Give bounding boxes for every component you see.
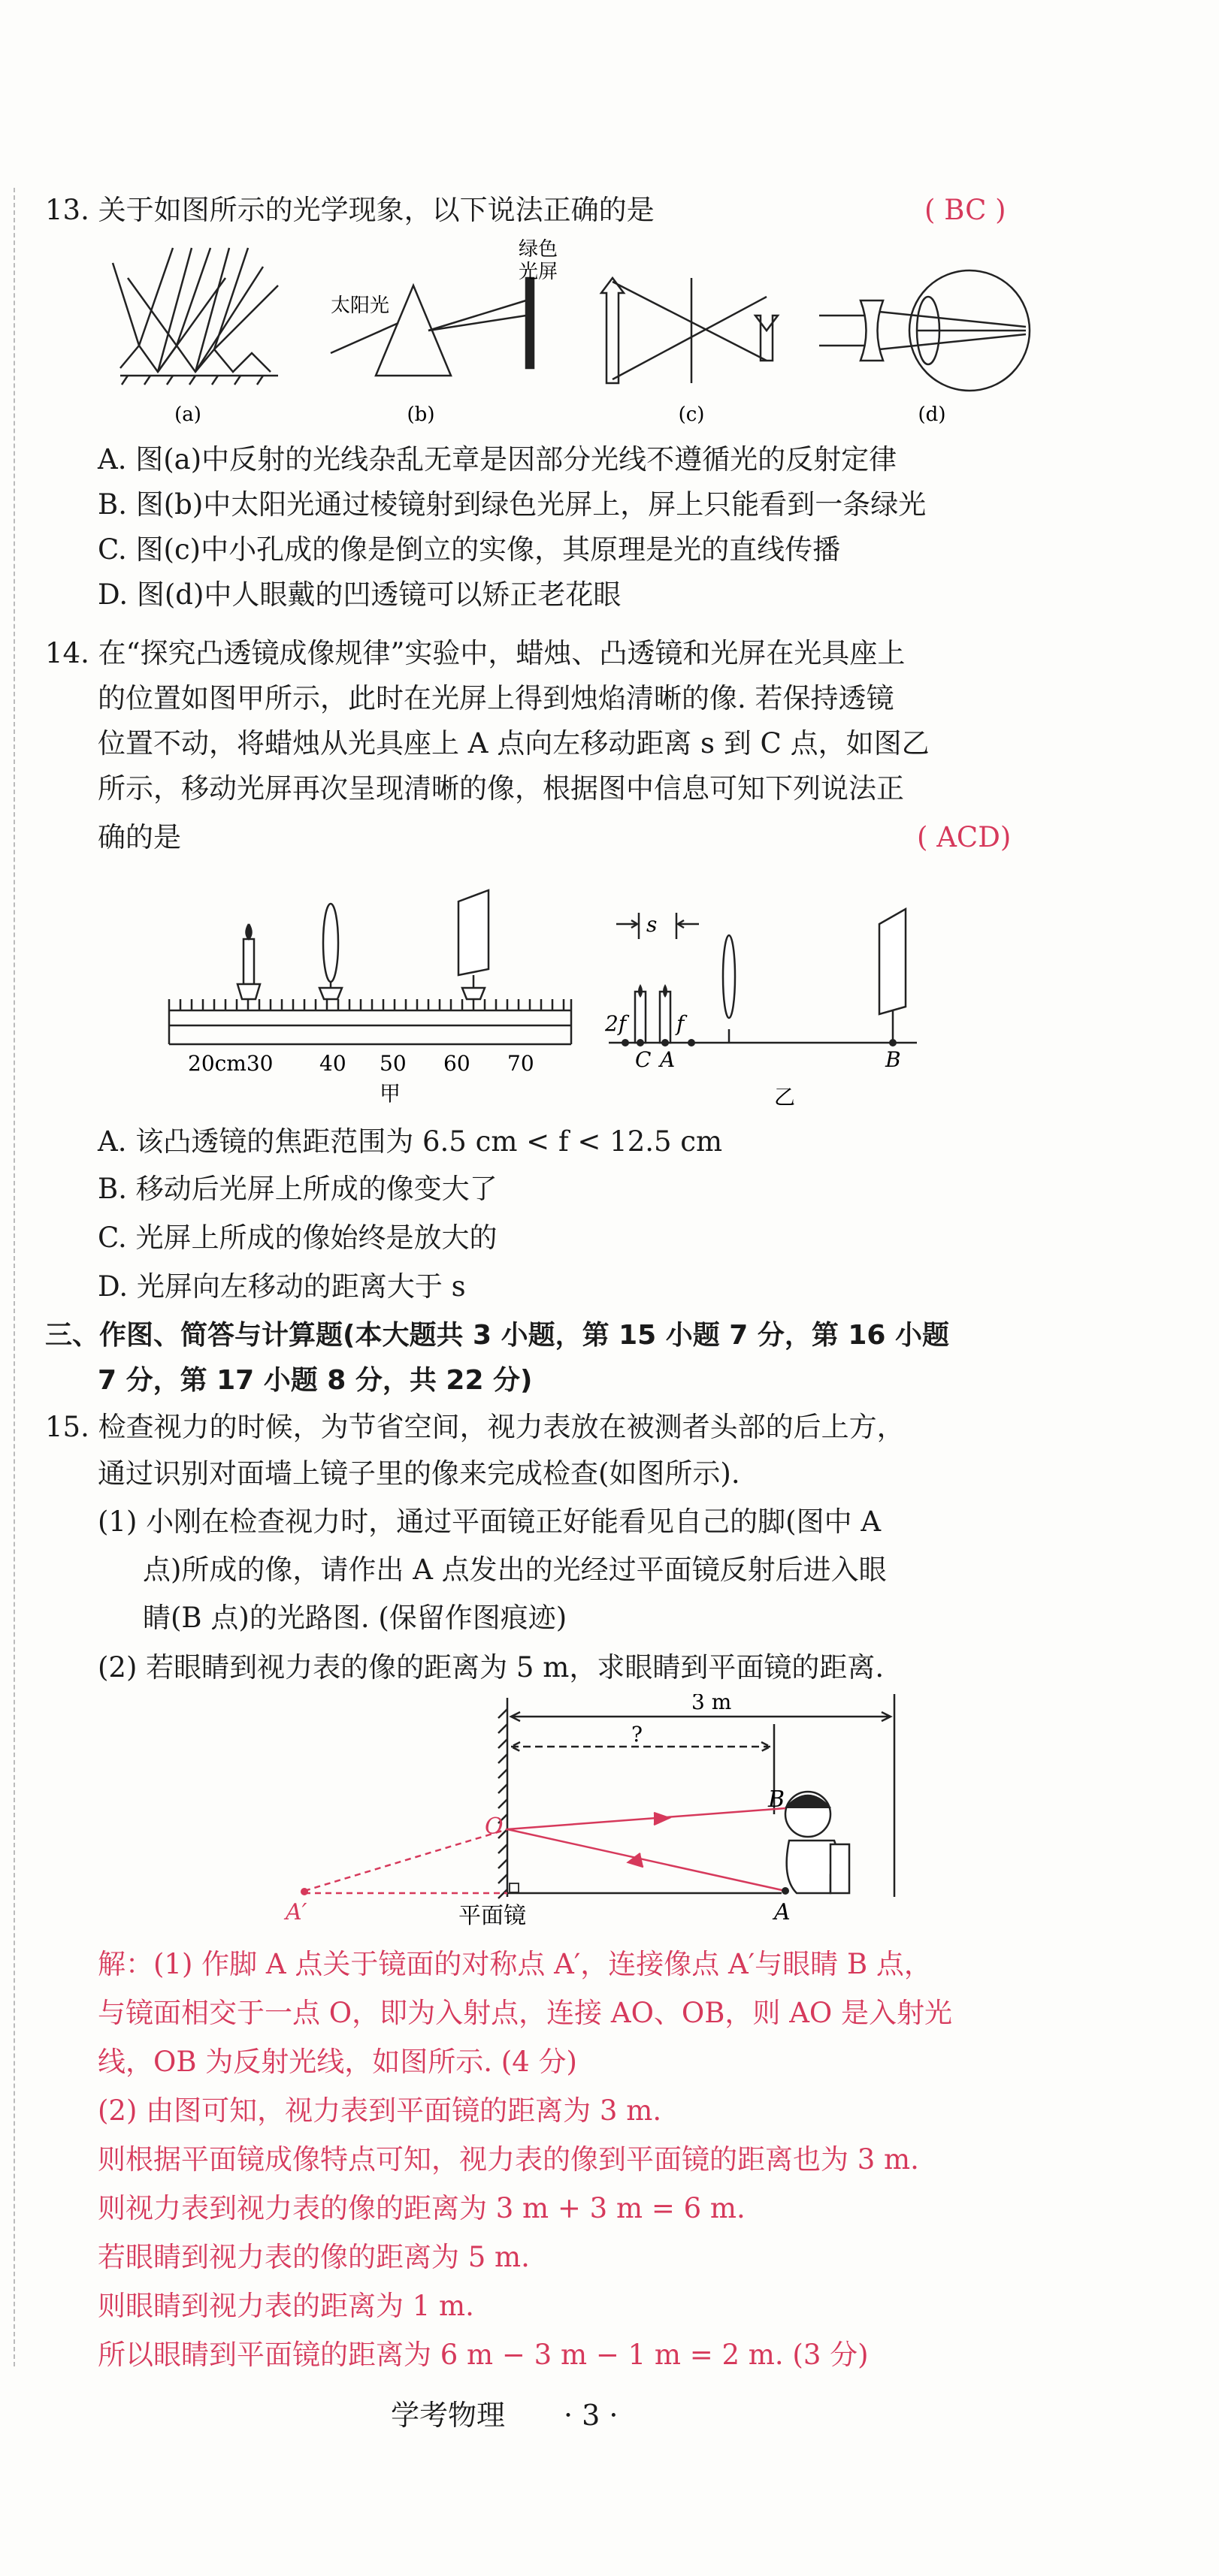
q14-figure-jia bbox=[165, 886, 586, 1112]
label-a: (a) bbox=[174, 403, 201, 426]
q14-stem-line-3: 位置不动，将蜡烛从光具座上 A 点向左移动距离 s 到 C 点，如图乙 bbox=[98, 727, 930, 760]
q15-stem-line-1: 15. 检查视力的时候，为节省空间，视力表放在被测者头部的后上方， bbox=[45, 1411, 905, 1443]
footer-page-number: · 3 · bbox=[564, 2399, 619, 2432]
solution-line-1: 解：(1) 作脚 A 点关于镜面的对称点 A′，连接像点 A′与眼睛 B 点， bbox=[98, 1948, 932, 1980]
label-b: (b) bbox=[407, 403, 435, 426]
label-B: B bbox=[768, 1786, 785, 1813]
q14-stem-line-4: 所示，移动光屏再次呈现清晰的像，根据图中信息可知下列说法正 bbox=[98, 772, 904, 805]
label-mirror: 平面镜 bbox=[458, 1903, 526, 1929]
q15-sub2: (2) 若眼睛到视力表的像的距离为 5 m，求眼睛到平面镜的距离. bbox=[98, 1651, 885, 1684]
solution-line-7: 若眼睛到视力表的像的距离为 5 m. bbox=[98, 2241, 530, 2273]
solution-line-6: 则视力表到视力表的像的距离为 3 m + 3 m = 6 m. bbox=[98, 2192, 746, 2224]
label-A: A bbox=[660, 1047, 676, 1072]
tick-60: 60 bbox=[443, 1051, 470, 1076]
q13-answer: ( BC ) bbox=[924, 194, 1006, 226]
label-O: O bbox=[485, 1813, 504, 1840]
q15-sub1-line-1: (1) 小刚在检查视力时，通过平面镜正好能看见自己的脚(图中 A bbox=[98, 1505, 882, 1538]
solution-line-4: (2) 由图可知，视力表到平面镜的距离为 3 m. bbox=[98, 2094, 662, 2127]
q14-figure-yi bbox=[601, 886, 1022, 1112]
label-d: (d) bbox=[918, 403, 946, 426]
figure-a-diffuse-reflection bbox=[113, 248, 278, 385]
q15-stem-line-2: 通过识别对面墙上镜子里的像来完成检查(如图所示). bbox=[98, 1457, 740, 1490]
tick-20cm30: 20cm30 bbox=[188, 1051, 274, 1076]
label-3m: 3 m bbox=[691, 1694, 732, 1714]
solution-line-5: 则根据平面镜成像特点可知，视力表的像到平面镜的距离也为 3 m. bbox=[98, 2143, 919, 2176]
q13-figures bbox=[105, 233, 1082, 443]
tick-70: 70 bbox=[507, 1051, 534, 1076]
label-C: C bbox=[635, 1047, 652, 1072]
q14-option-b: B. 移动后光屏上所成的像变大了 bbox=[98, 1173, 498, 1205]
label-screen: 光屏 bbox=[519, 261, 558, 283]
label-A-prime: A′ bbox=[286, 1899, 307, 1925]
q13-option-b: B. 图(b)中太阳光通过棱镜射到绿色光屏上，屏上只能看到一条绿光 bbox=[98, 488, 927, 521]
q14-option-d: D. 光屏向左移动的距离大于 s bbox=[98, 1270, 466, 1303]
q14-stem-line-2: 的位置如图甲所示，此时在光屏上得到烛焰清晰的像. 若保持透镜 bbox=[98, 682, 894, 714]
label-sunlight: 太阳光 bbox=[331, 294, 390, 317]
q14-option-c: C. 光屏上所成的像始终是放大的 bbox=[98, 1222, 498, 1254]
tick-50: 50 bbox=[380, 1051, 407, 1076]
caption-yi: 乙 bbox=[774, 1085, 796, 1110]
label-question: ? bbox=[631, 1722, 643, 1747]
margin-dashed-line bbox=[14, 188, 15, 2366]
label-green: 绿色 bbox=[519, 238, 558, 261]
q13-option-a: A. 图(a)中反射的光线杂乱无章是因部分光线不遵循光的反射定律 bbox=[98, 443, 897, 476]
caption-jia: 甲 bbox=[380, 1081, 401, 1106]
q14-option-a: A. 该凸透镜的焦距范围为 6.5 cm < f < 12.5 cm bbox=[98, 1125, 723, 1158]
footer-subject: 学考物理 bbox=[391, 2399, 506, 2432]
section3-heading-line-2: 7 分，第 17 小题 8 分，共 22 分) bbox=[98, 1365, 533, 1396]
label-f: f bbox=[676, 1011, 685, 1036]
label-s: s bbox=[646, 912, 658, 937]
q14-stem-line-5: 确的是 bbox=[98, 821, 181, 853]
tick-40: 40 bbox=[319, 1051, 346, 1076]
label-2f: 2f bbox=[605, 1011, 627, 1036]
q15-sub1-line-2: 点)所成的像，请作出 A 点发出的光经过平面镜反射后进入眼 bbox=[143, 1554, 887, 1586]
label-B: B bbox=[885, 1047, 901, 1072]
solution-line-9: 所以眼睛到平面镜的距离为 6 m − 3 m − 1 m = 2 m. (3 分) bbox=[98, 2339, 869, 2371]
q13-option-c: C. 图(c)中小孔成的像是倒立的实像，其原理是光的直线传播 bbox=[98, 533, 841, 566]
solution-line-2: 与镜面相交于一点 O，即为入射点，连接 AO、OB，则 AO 是入射光 bbox=[98, 1997, 953, 2029]
q15-mirror-figure bbox=[210, 1694, 932, 1934]
section3-heading-line-1: 三、作图、简答与计算题(本大题共 3 小题，第 15 小题 7 分，第 16 小题 bbox=[45, 1320, 950, 1351]
q15-sub1-line-3: 睛(B 点)的光路图. (保留作图痕迹) bbox=[143, 1602, 567, 1634]
label-c: (c) bbox=[678, 403, 705, 426]
q13-stem: 13. 关于如图所示的光学现象，以下说法正确的是 bbox=[45, 194, 655, 226]
q14-answer: ( ACD) bbox=[917, 821, 1012, 853]
solution-line-3: 线，OB 为反射光线，如图所示. (4 分) bbox=[98, 2046, 577, 2078]
solution-line-8: 则眼睛到视力表的距离为 1 m. bbox=[98, 2290, 474, 2322]
figure-d-eye-lens bbox=[819, 270, 1030, 391]
label-A: A bbox=[774, 1899, 791, 1925]
q13-option-d: D. 图(d)中人眼戴的凹透镜可以矫正老花眼 bbox=[98, 578, 622, 611]
q14-stem-line-1: 14. 在“探究凸透镜成像规律”实验中，蜡烛、凸透镜和光屏在光具座上 bbox=[45, 637, 906, 669]
figure-b-prism bbox=[331, 278, 534, 376]
figure-c-pinhole bbox=[601, 278, 778, 383]
